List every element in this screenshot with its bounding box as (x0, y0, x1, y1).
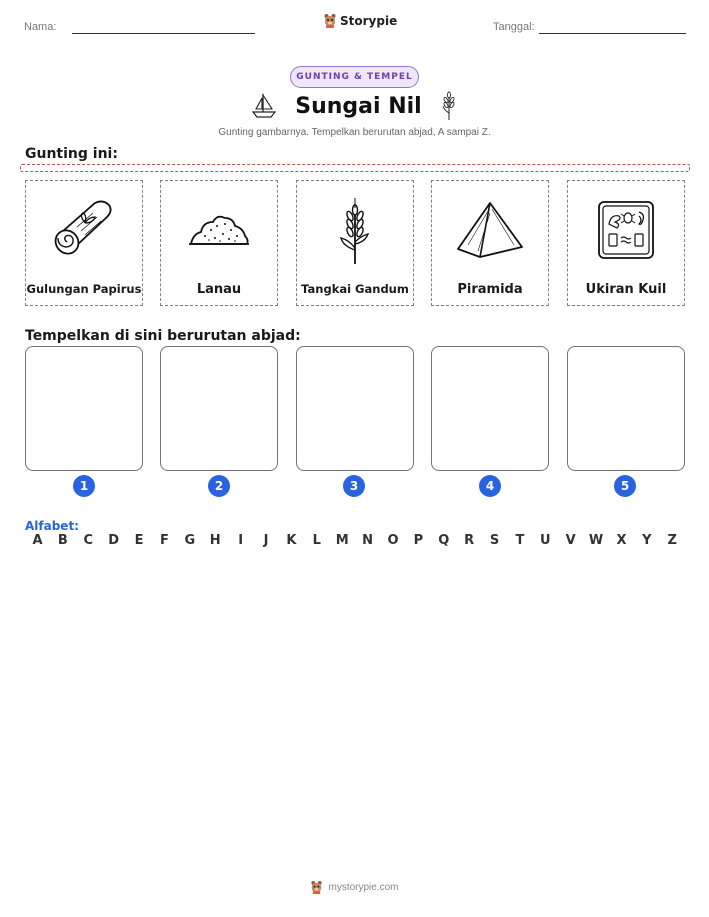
card-label: Ukiran Kuil (585, 282, 667, 297)
cut-section-title: Gunting ini: (25, 146, 118, 162)
alphabet-letter: Y (642, 533, 652, 548)
paste-slot-3[interactable] (296, 346, 414, 471)
alphabet-letter: C (83, 533, 94, 548)
pyramid-icon (454, 199, 526, 261)
papyrus-scroll-icon (49, 197, 119, 263)
alphabet-letter: N (362, 533, 374, 548)
alphabet-letter: U (540, 533, 551, 548)
alphabet-letter: Q (438, 533, 450, 548)
brand-name: Storypie (340, 14, 398, 28)
cut-line (20, 164, 690, 172)
slot-number-5: 5 (614, 475, 636, 497)
sailboat-icon (251, 92, 277, 120)
alphabet-letter: E (134, 533, 144, 548)
date-line (539, 33, 686, 34)
card-label: Tangkai Gandum (301, 282, 409, 296)
alphabet-letter: G (184, 533, 196, 548)
date-label: Tanggal: (493, 21, 535, 33)
footer (0, 880, 709, 895)
activity-badge: GUNTING & TEMPEL (290, 66, 419, 88)
alphabet-letter: B (57, 533, 68, 548)
cut-card-3[interactable] (296, 180, 414, 306)
cut-card-4[interactable] (431, 180, 549, 306)
name-line (72, 33, 255, 34)
alphabet-letter: H (209, 533, 221, 548)
alphabet-letter: Z (667, 533, 677, 548)
alphabet-letter: J (263, 533, 269, 548)
alphabet-letter: I (238, 533, 244, 548)
slot-number-2: 2 (208, 475, 230, 497)
alphabet-letter: F (160, 533, 169, 548)
storypie-logo (323, 13, 397, 29)
storypie-mascot-icon (310, 880, 323, 895)
alphabet-letter: R (464, 533, 475, 548)
alphabet-letter: K (286, 533, 297, 548)
alphabet-letter: A (32, 533, 43, 548)
alphabet-letter: P (413, 533, 424, 548)
alphabet-letter: L (312, 533, 321, 548)
cut-card-2[interactable] (160, 180, 278, 306)
alphabet-title: Alfabet: (25, 519, 79, 533)
title-row (0, 91, 709, 121)
paste-section-title: Tempelkan di sini berurutan abjad: (25, 328, 301, 344)
paste-slot-5[interactable] (567, 346, 685, 471)
card-label: Lanau (196, 282, 242, 297)
temple-carving-icon (595, 198, 657, 262)
alphabet-letter: V (565, 533, 576, 548)
paste-slot-2[interactable] (160, 346, 278, 471)
cut-card-5[interactable] (567, 180, 685, 306)
paste-slot-1[interactable] (25, 346, 143, 471)
alphabet-letter: T (515, 533, 525, 548)
card-label: Gulungan Papirus (26, 282, 142, 296)
silt-pile-icon (187, 208, 251, 252)
alphabet-letter: O (387, 533, 399, 548)
footer-url: mystorypie.com (328, 882, 399, 893)
wheat-stalk-icon (335, 194, 375, 266)
alphabet-letter: S (489, 533, 500, 548)
page-title: Sungai Nil (295, 93, 422, 119)
cut-card-1[interactable] (25, 180, 143, 306)
alphabet-letter: X (616, 533, 627, 548)
wheat-icon (440, 91, 458, 121)
slot-number-4: 4 (479, 475, 501, 497)
slot-number-1: 1 (73, 475, 95, 497)
alphabet-row (25, 533, 685, 548)
paste-slot-4[interactable] (431, 346, 549, 471)
alphabet-letter: W (588, 533, 604, 548)
instructions: Gunting gambarnya. Tempelkan berurutan abjad, A sampai Z. (218, 127, 491, 138)
alphabet-letter: D (108, 533, 120, 548)
name-label: Nama: (24, 21, 57, 33)
alphabet-letter: M (335, 533, 349, 548)
slot-number-3: 3 (343, 475, 365, 497)
card-label: Piramida (457, 282, 523, 297)
storypie-mascot-icon (323, 13, 337, 29)
